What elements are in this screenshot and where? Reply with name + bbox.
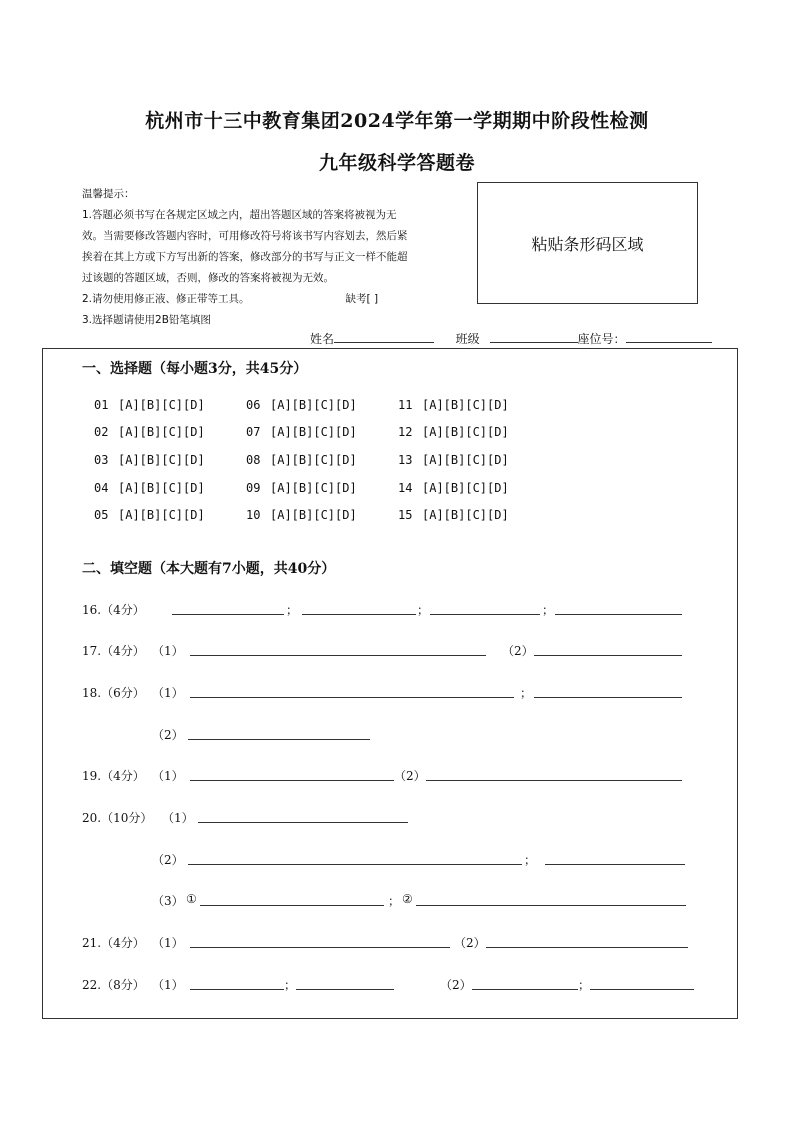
mc-question-06 [246,398,357,412]
q22-blank-1[interactable] [190,989,284,990]
mc-question-number: 12 [398,425,413,439]
seat-field[interactable] [626,330,712,343]
q18-blank-1[interactable] [190,697,514,698]
question-16: 16.（4分） ； ； ； [82,601,692,617]
mc-question-05 [94,508,205,522]
mc-question-03 [94,453,205,467]
class-field[interactable] [490,330,578,343]
mc-answer-bubbles[interactable]: [A][B][C][D] [422,508,509,522]
mc-answer-bubbles[interactable]: [A][B][C][D] [270,425,357,439]
mc-question-07 [246,425,357,439]
instruction-2: 2.请勿使用修正液、修正带等工具。 缺考[ ] [82,293,379,305]
mc-question-number: 02 [94,425,109,439]
mc-answer-bubbles[interactable]: [A][B][C][D] [270,481,357,495]
mc-answer-bubbles[interactable]: [A][B][C][D] [118,453,205,467]
q16-blank-3[interactable] [430,614,540,615]
instruction-3: 3.选择题请使用2B铅笔填图 [82,314,211,326]
mc-question-11 [398,398,509,412]
q21-label: 21.（4分） [82,936,145,950]
mc-answer-bubbles[interactable]: [A][B][C][D] [270,453,357,467]
question-20: 20.（10分） （1） [82,809,692,825]
mc-answer-bubbles[interactable]: [A][B][C][D] [270,398,357,412]
page-title: 杭州市十三中教育集团2024学年第一学期期中阶段性检测 [145,110,649,132]
mc-question-04 [94,481,205,495]
question-21: 21.（4分） （1） （2） [82,934,692,950]
mc-question-number: 05 [94,508,109,522]
mc-question-number: 11 [398,398,413,412]
q22-label: 22.（8分） [82,978,145,992]
question-22: 22.（8分） （1） ； （2） ； [82,976,692,992]
q19-label: 19.（4分） [82,769,145,783]
name-field[interactable] [334,330,434,343]
q17-label: 17.（4分） [82,644,145,658]
mc-question-01 [94,398,205,412]
section-2-title: 二、填空题（本大题有7小题，共40分） [82,561,336,577]
mc-question-number: 04 [94,481,109,495]
mc-question-13 [398,453,509,467]
mc-question-12 [398,425,509,439]
seat-label: 座位号： [577,332,626,346]
q20-blank-1[interactable] [198,822,408,823]
mc-question-number: 14 [398,481,413,495]
q19-blank-2[interactable] [426,780,682,781]
q20-label: 20.（10分） [82,811,153,825]
barcode-area: 粘贴条形码区域 [477,182,698,304]
q20-blank-4[interactable] [200,905,384,906]
mc-question-14 [398,481,509,495]
name-label: 姓名 [310,332,335,346]
q19-blank-1[interactable] [190,780,394,781]
question-19: 19.（4分） （1） （2） [82,767,692,783]
q21-blank-2[interactable] [486,947,688,948]
instruction-1-line-2: 效。当需要修改答题内容时，可用修改符号将该书写内容划去，然后紧 [82,230,408,242]
q20-blank-5[interactable] [416,905,686,906]
absent-checkbox[interactable]: 缺考[ ] [345,293,379,305]
instructions [82,184,467,331]
instructions-heading: 温馨提示： [82,188,135,200]
mc-question-number: 07 [246,425,261,439]
q22-blank-4[interactable] [590,989,694,990]
q16-blank-1[interactable] [172,614,284,615]
instruction-1-line-1: 1.答题必须书写在各规定区域之内，超出答题区域的答案将被视为无 [82,209,397,221]
q17-blank-2[interactable] [534,655,682,656]
question-17: 17.（4分） （1） （2） [82,642,692,658]
q16-blank-2[interactable] [302,614,416,615]
mc-question-02 [94,425,205,439]
q18-blank-2[interactable] [534,697,682,698]
mc-question-number: 01 [94,398,109,412]
mc-answer-bubbles[interactable]: [A][B][C][D] [118,425,205,439]
instruction-1-line-4: 过该题的答题区域，否则，修改的答案将被视为无效。 [82,272,334,284]
question-18: 18.（6分） （1） ； [82,684,692,700]
mc-answer-bubbles[interactable]: [A][B][C][D] [422,453,509,467]
mc-question-number: 15 [398,508,413,522]
q18-blank-3[interactable] [188,739,370,740]
question-20-part-2: （2） ； [82,851,692,867]
q16-blank-4[interactable] [555,614,682,615]
instruction-1-line-3: 挨着在其上方或下方写出新的答案，修改部分的书写与正文一样不能超 [82,251,408,263]
mc-question-number: 09 [246,481,261,495]
mc-question-09 [246,481,357,495]
mc-question-08 [246,453,357,467]
page-subtitle: 九年级科学答题卷 [318,152,475,174]
class-label: 班级 [455,332,480,346]
q21-blank-1[interactable] [190,947,450,948]
student-info-row [310,330,712,347]
mc-question-number: 06 [246,398,261,412]
mc-answer-bubbles[interactable]: [A][B][C][D] [118,508,205,522]
mc-answer-bubbles[interactable]: [A][B][C][D] [422,481,509,495]
mc-question-number: 08 [246,453,261,467]
q17-blank-1[interactable] [190,655,486,656]
q20-blank-3[interactable] [545,864,685,865]
q16-label: 16.（4分） [82,603,145,617]
mc-question-number: 10 [246,508,261,522]
mc-question-number: 13 [398,453,413,467]
q18-label: 18.（6分） [82,686,145,700]
q22-blank-3[interactable] [472,989,578,990]
mc-answer-bubbles[interactable]: [A][B][C][D] [270,508,357,522]
mc-answer-bubbles[interactable]: [A][B][C][D] [422,425,509,439]
mc-answer-bubbles[interactable]: [A][B][C][D] [422,398,509,412]
mc-question-number: 03 [94,453,109,467]
section-1-title: 一、选择题（每小题3分，共45分） [82,361,308,377]
question-18-part-2: （2） [82,726,692,742]
mc-question-15 [398,508,509,522]
mc-question-10 [246,508,357,522]
mc-answer-bubbles[interactable]: [A][B][C][D] [118,481,205,495]
question-20-part-3: （3） ① ； ② [82,892,692,908]
q22-blank-2[interactable] [296,989,394,990]
q20-blank-2[interactable] [188,864,522,865]
mc-answer-bubbles[interactable]: [A][B][C][D] [118,398,205,412]
